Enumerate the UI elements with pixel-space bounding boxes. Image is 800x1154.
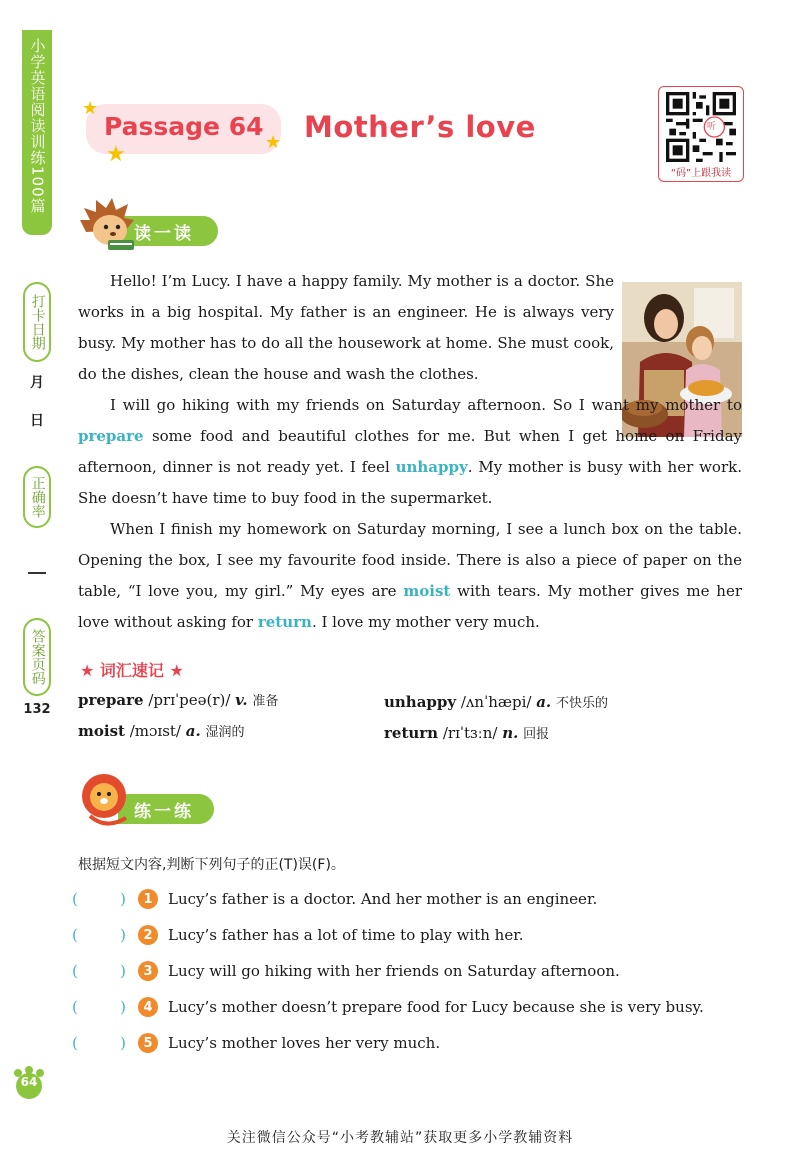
question-row [72,994,704,1020]
month-label: 月 [30,375,44,391]
keyword-moist: moist [403,582,451,600]
checkin-date-box [18,282,56,362]
divider [18,572,56,574]
read-section-label: 读一读 [134,223,194,244]
paren-open: ( [72,1034,78,1052]
practice-section-label: 练一练 [134,801,194,822]
question-number: 5 [138,1033,158,1053]
series-tab [22,30,52,235]
answer-page-number: 132 [23,702,51,717]
paragraph-1: Hello! I’m Lucy. I have a happy family. My mother is a doctor. She works in a big hospital. My father is an engineer. He is always very busy. My mother has to do all the housework at home. She must cook, do the dishes, clean the house and wash the clothes. [78,272,614,383]
page-title: Mother’s love [304,110,536,144]
question-text: Lucy’s father has a lot of time to play with her. [168,926,524,944]
paren-open: ( [72,926,78,944]
question-number: 1 [138,889,158,909]
star-icon: ★ [82,98,99,119]
keyword-return: return [257,613,312,631]
question-text: Lucy’s father is a doctor. And her mother is an engineer. [168,890,598,908]
paren-open: ( [72,962,78,980]
question-number: 3 [138,961,158,981]
question-text: Lucy’s mother loves her very much. [168,1034,441,1052]
vocab-pos: n. [502,724,519,742]
vocab-item [78,721,245,740]
paren-close: ) [120,890,126,908]
vocab-word: return [384,724,439,742]
listen-label: 听 [707,122,717,132]
answer-blank[interactable] [72,890,132,908]
qr-caption: “码”上跟我读 [670,168,732,179]
question-number: 2 [138,925,158,945]
vocab-ipa: /ʌnˈhæpi/ [456,693,537,711]
vocab-ipa: /prɪˈpeə(r)/ [143,691,236,709]
answer-blank[interactable] [72,1034,132,1052]
series-title: 小学英语阅读训练100篇 [28,38,47,214]
vocab-ipa: /mɔɪst/ [124,722,186,740]
vocab-word: unhappy [384,693,457,711]
paragraph-3-text: When I finish my homework on Saturday morning, I see a lunch box on the table. Opening the box, I see my favourite food inside. There is also a piece of paper on the table, “I love you, my girl.” My eyes are [78,520,742,600]
vocab-pos: a. [536,693,552,711]
vocab-ipa: /rɪˈtɜːn/ [438,724,503,742]
vocab-word: prepare [78,691,144,709]
vocab-item [78,690,278,709]
question-row [72,886,597,912]
paragraph-3-text: . I love my mother very much. [311,613,540,631]
answer-label: 答案页码 [23,618,51,696]
vocab-pos: v. [235,691,248,709]
qr-code-icon [666,92,736,162]
vocab-meaning: 不快乐的 [555,696,608,711]
page-number: 64 [20,1075,38,1089]
paren-close: ) [120,998,126,1016]
vocab-item [384,723,549,742]
paren-close: ) [120,1034,126,1052]
vocab-pos: a. [185,722,201,740]
accuracy-label: 正确率 [23,466,51,528]
paragraph-3-text: with tears. My mother gives me her love without asking for [78,582,742,631]
question-row [72,1030,440,1056]
question-row [72,958,620,984]
vocab-meaning: 回报 [523,727,550,742]
exercise-instruction: 根据短文内容,判断下列句子的正(T)误(F)。 [78,857,345,873]
paragraph-2-text: I will go hiking with my friends on Saturday afternoon. So I want my mother to [110,396,742,414]
lion-mascot-icon [80,772,130,830]
question-row [72,922,524,948]
vocab-meaning: 准备 [252,694,279,709]
vocab-title: ★ 词汇速记 ★ [80,661,184,680]
day-label: 日 [30,413,44,429]
accuracy-box [18,466,56,528]
keyword-prepare: prepare [78,427,144,445]
question-text: Lucy will go hiking with her friends on Saturday afternoon. [168,962,620,980]
star-icon: ★ [106,142,126,167]
paragraph-3 [78,514,742,638]
hedgehog-mascot-icon [78,196,136,256]
footer-note: 关注微信公众号“小考教辅站”获取更多小学教辅资料 [226,1130,574,1146]
paragraph-2-text: . My mother is busy with her work. She doesn’t have time to buy food in the supermarket. [78,458,742,507]
practice-section-badge [118,794,214,824]
passage-text [78,266,742,638]
paragraph-2 [78,390,742,514]
paragraph-2-text: some food and beautiful clothes for me. But when I get home on Friday afternoon, dinner is not ready yet. I feel [78,427,742,476]
vocab-word: moist [78,722,125,740]
paren-open: ( [72,998,78,1016]
page-number-badge [12,1066,46,1100]
answer-blank[interactable] [72,962,132,980]
vocab-item [384,692,608,711]
qr-code[interactable] [658,86,744,182]
vocab-meaning: 湿润的 [205,725,245,740]
paren-open: ( [72,890,78,908]
answer-blank[interactable] [72,998,132,1016]
answer-blank[interactable] [72,926,132,944]
paren-close: ) [120,962,126,980]
answer-page-box [18,618,56,696]
passage-number: Passage 64 [104,112,264,141]
paren-close: ) [120,926,126,944]
question-number: 4 [138,997,158,1017]
passage-header [82,100,642,170]
question-text: Lucy’s mother doesn’t prepare food for Lucy because she is very busy. [168,998,704,1016]
keyword-unhappy: unhappy [395,458,468,476]
star-icon: ★ [265,132,282,153]
checkin-label: 打卡日期 [23,282,51,362]
